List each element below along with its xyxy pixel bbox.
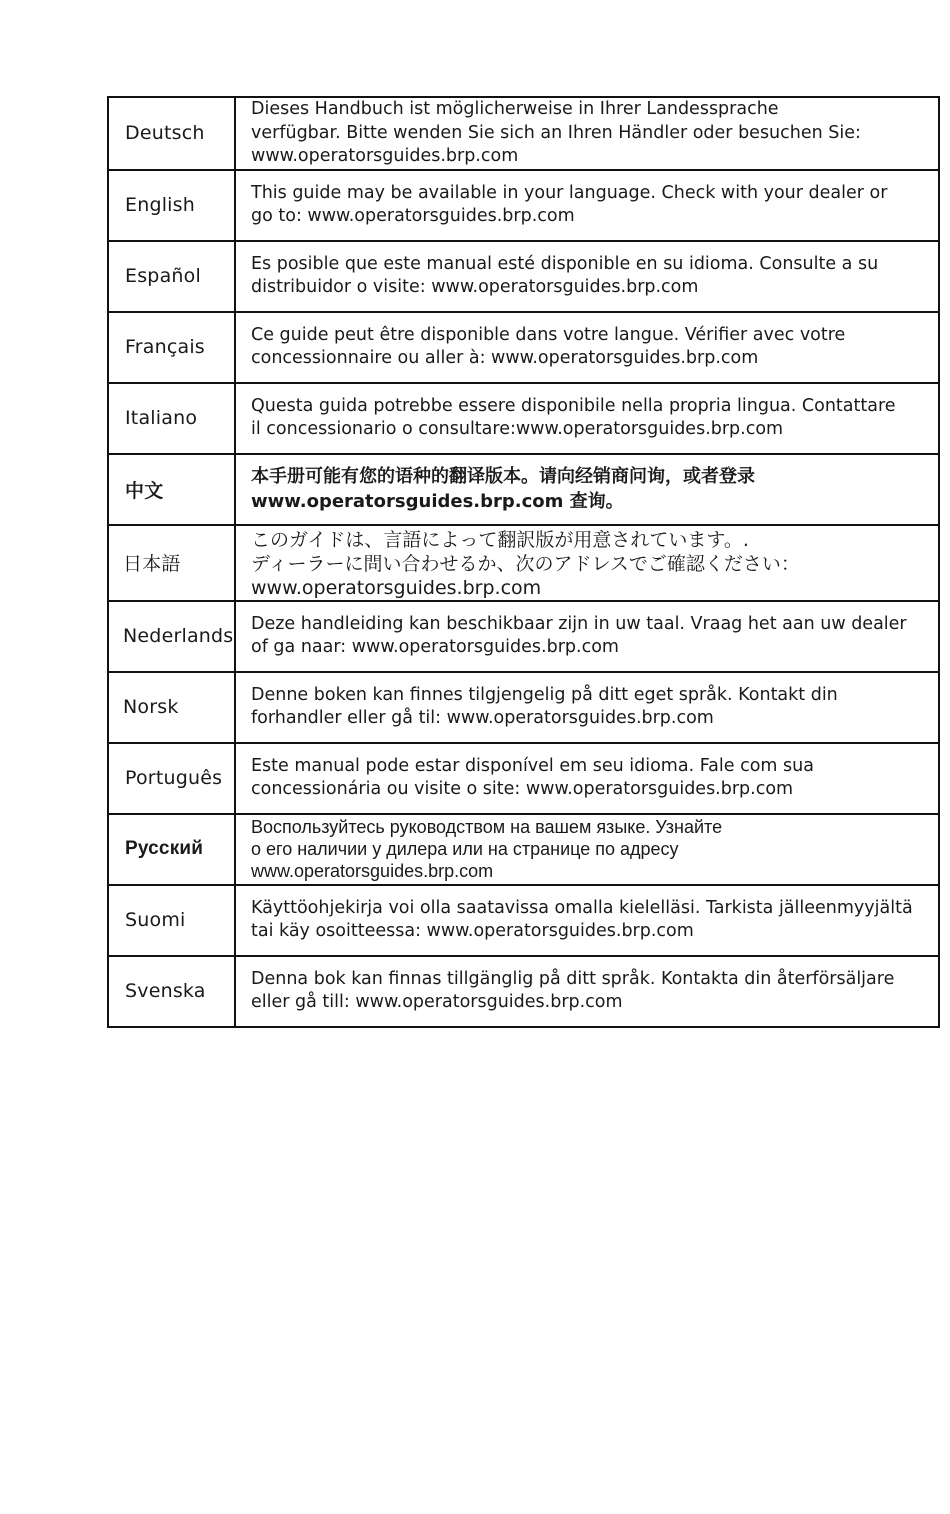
language-name-cell: Nederlands	[108, 601, 235, 672]
language-name-cell: Русский	[108, 814, 235, 885]
table-row	[108, 956, 939, 1027]
language-message-cell: This guide may be available in your language. Check with your dealer or go to: www.operatorsguides.brp.com	[235, 170, 939, 241]
language-message-cell: Denne boken kan finnes tilgjengelig på ditt eget språk. Kontakt din forhandler eller gå til: www.operatorsguides.brp.com	[235, 672, 939, 743]
language-name-cell: Français	[108, 312, 235, 383]
language-message-cell: このガイドは、言語によって翻訳版が用意されています。. ディーラーに問い合わせるか、次のアドレスでご確認ください： www.operatorsguides.brp.com	[235, 525, 939, 601]
table-row	[108, 454, 939, 525]
language-name-cell: Norsk	[108, 672, 235, 743]
table-row	[108, 743, 939, 814]
table-row	[108, 814, 939, 885]
language-message-cell: 本手册可能有您的语种的翻译版本。请向经销商问询，或者登录 www.operatorsguides.brp.com 查询。	[235, 454, 939, 525]
language-name-cell: 日本語	[108, 525, 235, 601]
language-message-cell: Este manual pode estar disponível em seu idioma. Fale com sua concessionária ou visite o site: www.operatorsguides.brp.com	[235, 743, 939, 814]
language-name-cell: English	[108, 170, 235, 241]
language-message-cell: Es posible que este manual esté disponible en su idioma. Consulte a su distribuidor o visite: www.operatorsguides.brp.com	[235, 241, 939, 312]
language-message-cell: Deze handleiding kan beschikbaar zijn in uw taal. Vraag het aan uw dealer of ga naar: www.operatorsguides.brp.com	[235, 601, 939, 672]
language-message-cell: Käyttöohjekirja voi olla saatavissa omalla kielelläsi. Tarkista jälleenmyyjältä tai käy osoitteessa: www.operatorsguides.brp.com	[235, 885, 939, 956]
language-name-cell: Svenska	[108, 956, 235, 1027]
table-row	[108, 601, 939, 672]
table-row	[108, 170, 939, 241]
language-message-cell: Questa guida potrebbe essere disponibile nella propria lingua. Contattare il concessionario o consultare:www.operatorsguides.brp.com	[235, 383, 939, 454]
language-name-cell: 中文	[108, 454, 235, 525]
language-message-cell: Dieses Handbuch ist möglicherweise in Ihrer Landessprache verfügbar. Bitte wenden Sie sich an Ihren Händler oder besuchen Sie: www.operatorsguides.brp.com	[235, 97, 939, 170]
table-row	[108, 885, 939, 956]
language-name-cell: Italiano	[108, 383, 235, 454]
language-availability-table	[107, 96, 940, 1028]
language-name-cell: Suomi	[108, 885, 235, 956]
table-row	[108, 525, 939, 601]
table-row	[108, 312, 939, 383]
language-name-cell: Deutsch	[108, 97, 235, 170]
table-row	[108, 672, 939, 743]
table-row	[108, 97, 939, 170]
language-name-cell: Español	[108, 241, 235, 312]
language-message-cell: Ce guide peut être disponible dans votre langue. Vérifier avec votre concessionnaire ou aller à: www.operatorsguides.brp.com	[235, 312, 939, 383]
table-row	[108, 383, 939, 454]
table-row	[108, 241, 939, 312]
language-message-cell: Воспользуйтесь руководством на вашем языке. Узнайте о его наличии у дилера или на странице по адресу www.operatorsguides.brp.com	[235, 814, 939, 885]
language-message-cell: Denna bok kan finnas tillgänglig på ditt språk. Kontakta din återförsäljare eller gå till: www.operatorsguides.brp.com	[235, 956, 939, 1027]
language-name-cell: Português	[108, 743, 235, 814]
